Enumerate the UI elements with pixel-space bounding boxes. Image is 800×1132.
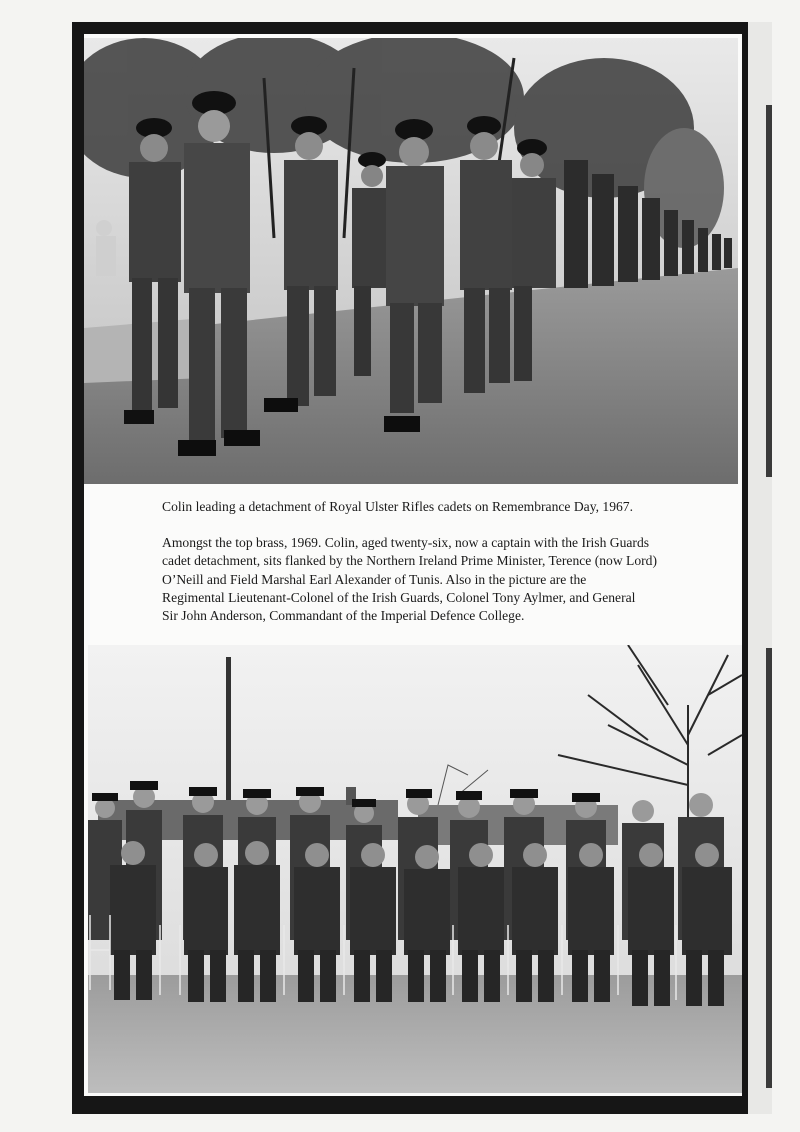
group-portrait-photo: [88, 645, 742, 1093]
caption-line: Amongst the top brass, 1969. Colin, aged twenty-six, now a captain with the Irish Guards: [162, 535, 650, 551]
caption-line: Regimental Lieutenant-Colonel of the Irish Guards, Colonel Tony Aylmer, and General: [162, 589, 636, 605]
caption-line: cadet detachment, sits flanked by the Northern Ireland Prime Minister, Terence (now Lord): [162, 553, 658, 569]
caption-line: Sir John Anderson, Commandant of the Imperial Defence College.: [162, 608, 525, 624]
page-edge-shadow: [766, 648, 772, 1088]
page-edge-shadow: [766, 105, 772, 477]
caption-marching-photo: Colin leading a detachment of Royal Ulster Rifles cadets on Remembrance Day, 1967.: [162, 499, 633, 514]
group-portrait-image: [88, 645, 742, 1093]
marching-cadets-photo: [84, 38, 738, 484]
caption-group-photo: [162, 534, 702, 625]
caption-line: O’Neill and Field Marshal Earl Alexander of Tunis. Also in the picture are the: [162, 571, 587, 587]
captions-block: [162, 498, 702, 625]
marching-cadets-image: [84, 38, 738, 484]
